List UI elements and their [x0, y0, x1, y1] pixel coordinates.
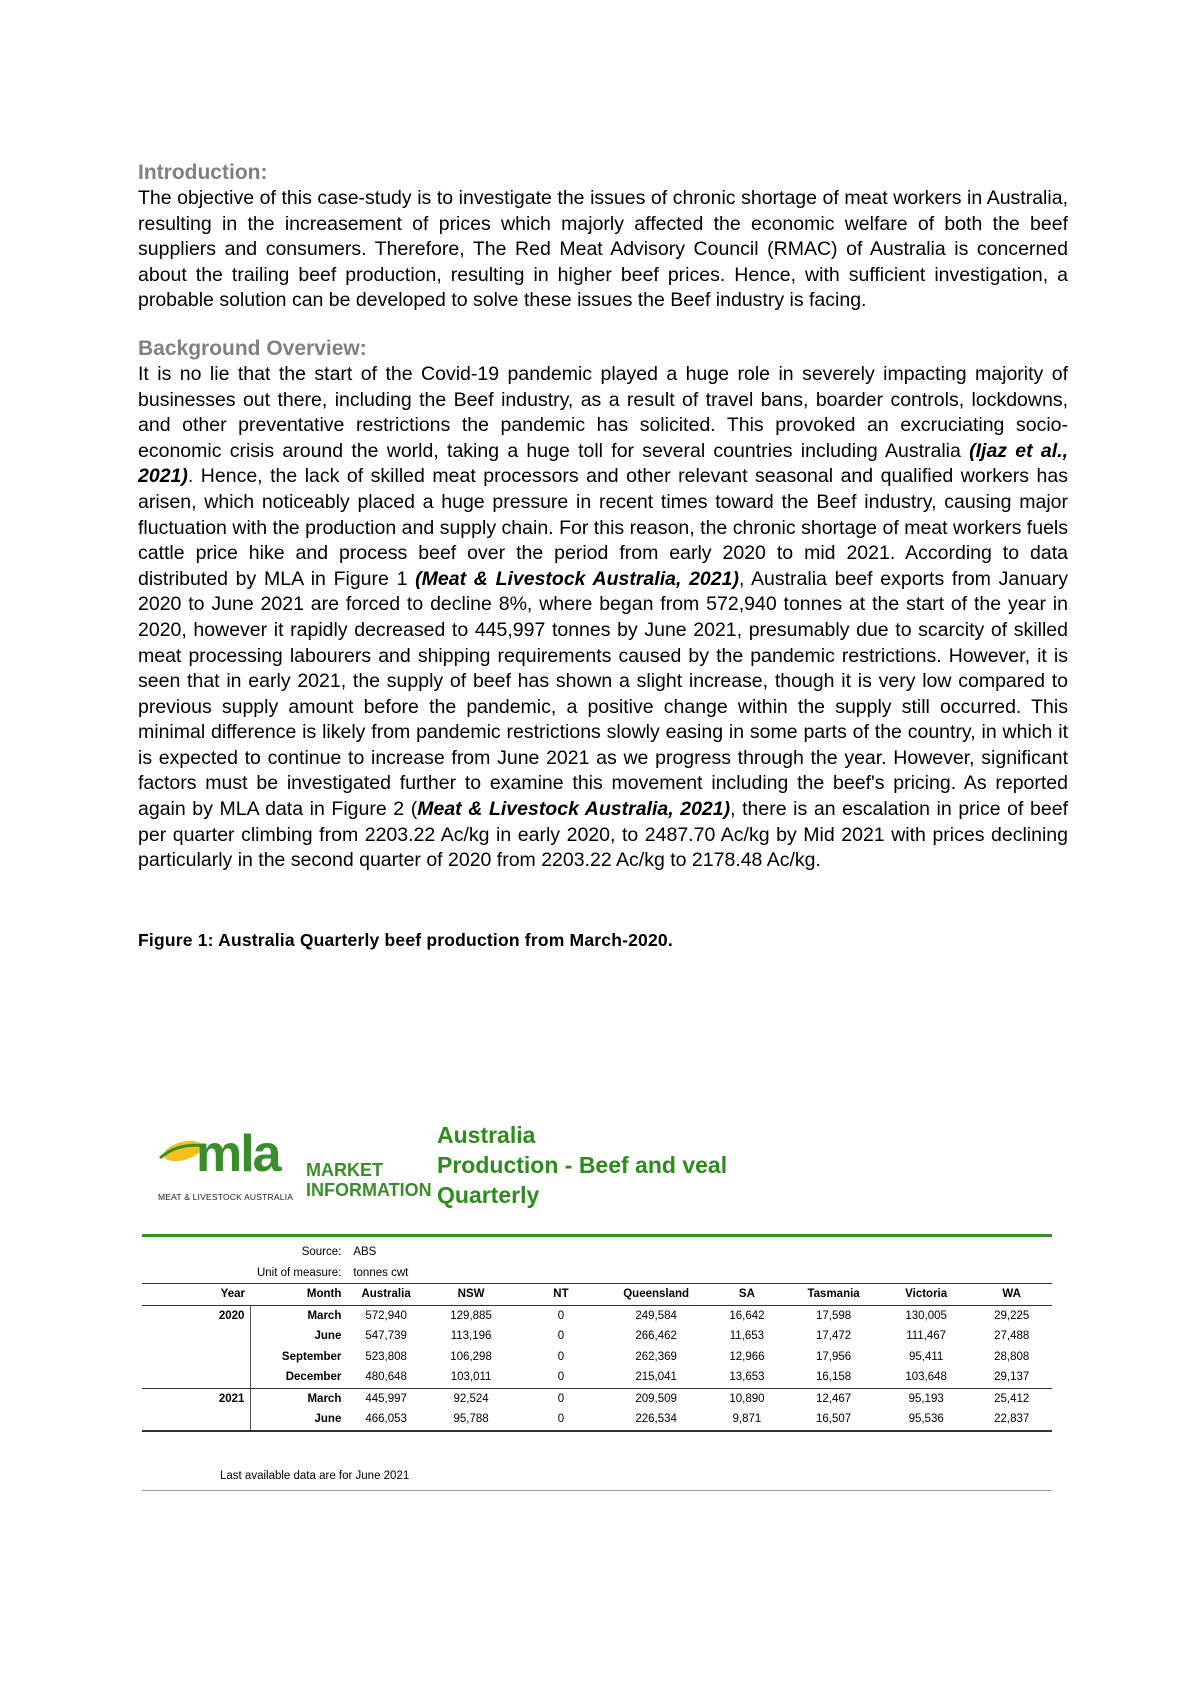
value-cell: 28,808 [994, 1350, 1030, 1363]
value-cell: 9,871 [708, 1409, 787, 1431]
mla-production-figure [142, 1108, 1052, 1508]
title-line-1: Australia [437, 1122, 536, 1148]
header-cell: Australia [347, 1284, 425, 1306]
value-cell: 29,137 [994, 1371, 1030, 1384]
value-cell: 27,488 [994, 1330, 1030, 1343]
header-cell: WA [971, 1284, 1052, 1306]
value-cell: 466,053 [347, 1409, 425, 1431]
header-cell: Victoria [881, 1284, 971, 1306]
value-cell: 17,472 [816, 1330, 852, 1343]
value-cell: 103,011 [450, 1371, 492, 1384]
mla-logo-word: mla [196, 1125, 280, 1183]
mla-logo [158, 1124, 432, 1204]
value-cell: 12,966 [729, 1350, 765, 1363]
table-row [142, 1409, 1052, 1431]
year-cell [142, 1409, 251, 1431]
background-paragraph [138, 362, 1068, 874]
table-row [142, 1326, 1052, 1347]
intro-heading: Introduction: [138, 161, 268, 184]
year-cell: 2021 [142, 1388, 251, 1409]
title-line-2: Production - Beef and veal [437, 1152, 728, 1178]
value-cell: 95,536 [881, 1409, 971, 1431]
value-cell: 0 [557, 1371, 565, 1384]
year-cell [142, 1367, 251, 1388]
background-text-1: It is no lie that the start of the Covid-19 pandemic played a huge role in severely impacting majority of businesses out there, including the Beef industry, as a result of travel bans, boarder controls, lockdowns, and other preventative restrictions the pandemic has solicited. This provoked an excruciating socio-economic crisis around the world, taking a huge toll for several countries including Australia [138, 362, 1068, 462]
intro-paragraph: The objective of this case-study is to investigate the issues of chronic shortage of meat workers in Australia, resulting in the increasement of prices which majorly affected the economic welfare of both the beef suppliers and consumers. Therefore, The Red Meat Advisory Council (RMAC) of Australia is concerned about the trailing beef production, resulting in higher beef prices. Hence, with sufficient investigation, a probable solution can be developed to solve these issues the Beef industry is facing. [138, 187, 1068, 312]
value-cell: 0 [517, 1409, 604, 1431]
value-cell: 16,158 [816, 1371, 852, 1384]
value-cell: 95,193 [881, 1388, 971, 1409]
header-cell: Tasmania [786, 1284, 881, 1306]
citation-mla-1: (Meat & Livestock Australia, 2021) [415, 567, 739, 590]
figure-caption: Figure 1: Australia Quarterly beef production from March-2020. [138, 929, 673, 950]
month-cell: March [251, 1305, 347, 1326]
mla-logo-subtitle: MEAT & LIVESTOCK AUSTRALIA [158, 1192, 294, 1202]
value-cell: 92,524 [425, 1388, 517, 1409]
table-row [142, 1388, 1052, 1409]
title-line-3: Quarterly [437, 1182, 540, 1208]
source-row [142, 1242, 1052, 1263]
value-cell: 130,005 [905, 1309, 947, 1322]
footnote-divider [142, 1490, 1052, 1491]
unit-label: Unit of measure: [256, 1266, 342, 1279]
value-cell: 10,890 [708, 1388, 787, 1409]
value-cell: 95,788 [425, 1409, 517, 1431]
year-cell: 2020 [218, 1309, 245, 1322]
month-cell: March [251, 1388, 347, 1409]
value-cell: 547,739 [365, 1330, 407, 1343]
value-cell: 13,653 [729, 1371, 765, 1384]
market-line-1: MARKET [306, 1160, 383, 1180]
value-cell: 103,648 [905, 1371, 947, 1384]
background-text-2: . Hence, the lack of skilled meat processors and other relevant seasonal and qualified workers has arisen, which noticeably placed a huge pressure in recent times toward the Beef industry, causing major fluctuation with the production and supply chain. For this reason, the chronic shortage of meat workers fuels cattle price hike and process beef over the period from early 2020 to mid 2021. According to data distributed by MLA in Figure 1 [138, 465, 1068, 590]
value-cell: 17,598 [816, 1309, 852, 1322]
table-row [142, 1347, 1052, 1368]
market-line-2: INFORMATION [306, 1180, 432, 1200]
value-cell: 106,298 [450, 1350, 492, 1363]
value-cell: 266,462 [635, 1330, 677, 1343]
value-cell: 111,467 [906, 1330, 947, 1343]
value-cell: 572,940 [365, 1309, 407, 1322]
figure-title [437, 1120, 727, 1210]
value-cell: 215,041 [635, 1371, 677, 1384]
value-cell: 0 [557, 1330, 565, 1343]
year-cell [142, 1347, 251, 1368]
value-cell: 226,534 [605, 1409, 708, 1431]
table-row [142, 1305, 1052, 1326]
header-cell: Month [251, 1284, 347, 1306]
value-cell: 11,653 [729, 1330, 765, 1343]
citation-ijaz: (Ijaz et al., 2021) [138, 439, 1068, 488]
market-information-label [306, 1160, 432, 1200]
value-cell: 0 [557, 1350, 565, 1363]
document-body [138, 160, 1068, 951]
value-cell: 262,369 [635, 1350, 677, 1363]
header-cell: Queensland [605, 1284, 708, 1306]
background-text-4: , there is an escalation in price of beef per quarter climbing from 2203.22 Ac/kg in early 2020, to 2487.70 Ac/kg by Mid 2021 with prices declining particularly in the second quarter of 2020 from 2203.22 Ac/kg to 2178.48 Ac/kg. [138, 798, 1068, 872]
value-cell: 12,467 [786, 1388, 881, 1409]
header-row [142, 1284, 1052, 1306]
value-cell: 249,584 [635, 1309, 677, 1322]
value-cell: 129,885 [450, 1309, 492, 1322]
month-cell: September [251, 1347, 347, 1368]
value-cell: 16,642 [729, 1309, 765, 1322]
header-cell: NT [517, 1284, 604, 1306]
unit-row [142, 1263, 1052, 1284]
value-cell: 209,509 [605, 1388, 708, 1409]
month-cell: June [251, 1409, 347, 1431]
month-cell: June [251, 1326, 347, 1347]
source-value: ABS [353, 1246, 377, 1259]
year-cell [142, 1326, 251, 1347]
value-cell: 0 [517, 1388, 604, 1409]
value-cell: 523,808 [365, 1350, 407, 1363]
green-divider [142, 1234, 1052, 1237]
month-cell: December [251, 1367, 347, 1388]
value-cell: 17,956 [816, 1350, 852, 1363]
value-cell: 95,411 [908, 1350, 944, 1363]
header-cell: Year [142, 1284, 251, 1306]
citation-mla-2: Meat & Livestock Australia, 2021) [417, 798, 731, 821]
unit-value: tonnes cwt [353, 1266, 409, 1279]
value-cell: 25,412 [971, 1388, 1052, 1409]
value-cell: 445,997 [347, 1388, 425, 1409]
value-cell: 16,507 [786, 1409, 881, 1431]
production-table [142, 1242, 1052, 1432]
header-cell: SA [708, 1284, 787, 1306]
value-cell: 29,225 [994, 1309, 1030, 1322]
value-cell: 113,196 [450, 1330, 492, 1343]
table-footnote: Last available data are for June 2021 [220, 1470, 410, 1482]
source-label: Source: [301, 1246, 342, 1259]
value-cell: 0 [557, 1309, 565, 1322]
table-row [142, 1367, 1052, 1388]
background-text-3: , Australia beef exports from January 2020 to June 2021 are forced to decline 8%, where began from 572,940 tonnes at the start of the year in 2020, however it rapidly decreased to 445,997 tonnes by June 2021, presumably due to scarcity of skilled meat processing labourers and shipping requirements caused by the pandemic restrictions. However, it is seen that in early 2021, the supply of beef has shown a slight increase, though it is very low compared to previous supply amount before the pandemic, a positive change within the supply still occurred. This minimal difference is likely from pandemic restrictions slowly easing in some parts of the country, in which it is expected to continue to increase from June 2021 as we progress through the year. However, significant factors must be investigated further to examine this movement including the beef's pricing. As reported again by MLA data in Figure 2 ( [138, 567, 1068, 821]
value-cell: 22,837 [971, 1409, 1052, 1431]
background-heading: Background Overview: [138, 336, 367, 360]
header-cell: NSW [425, 1284, 517, 1306]
value-cell: 480,648 [365, 1371, 407, 1384]
